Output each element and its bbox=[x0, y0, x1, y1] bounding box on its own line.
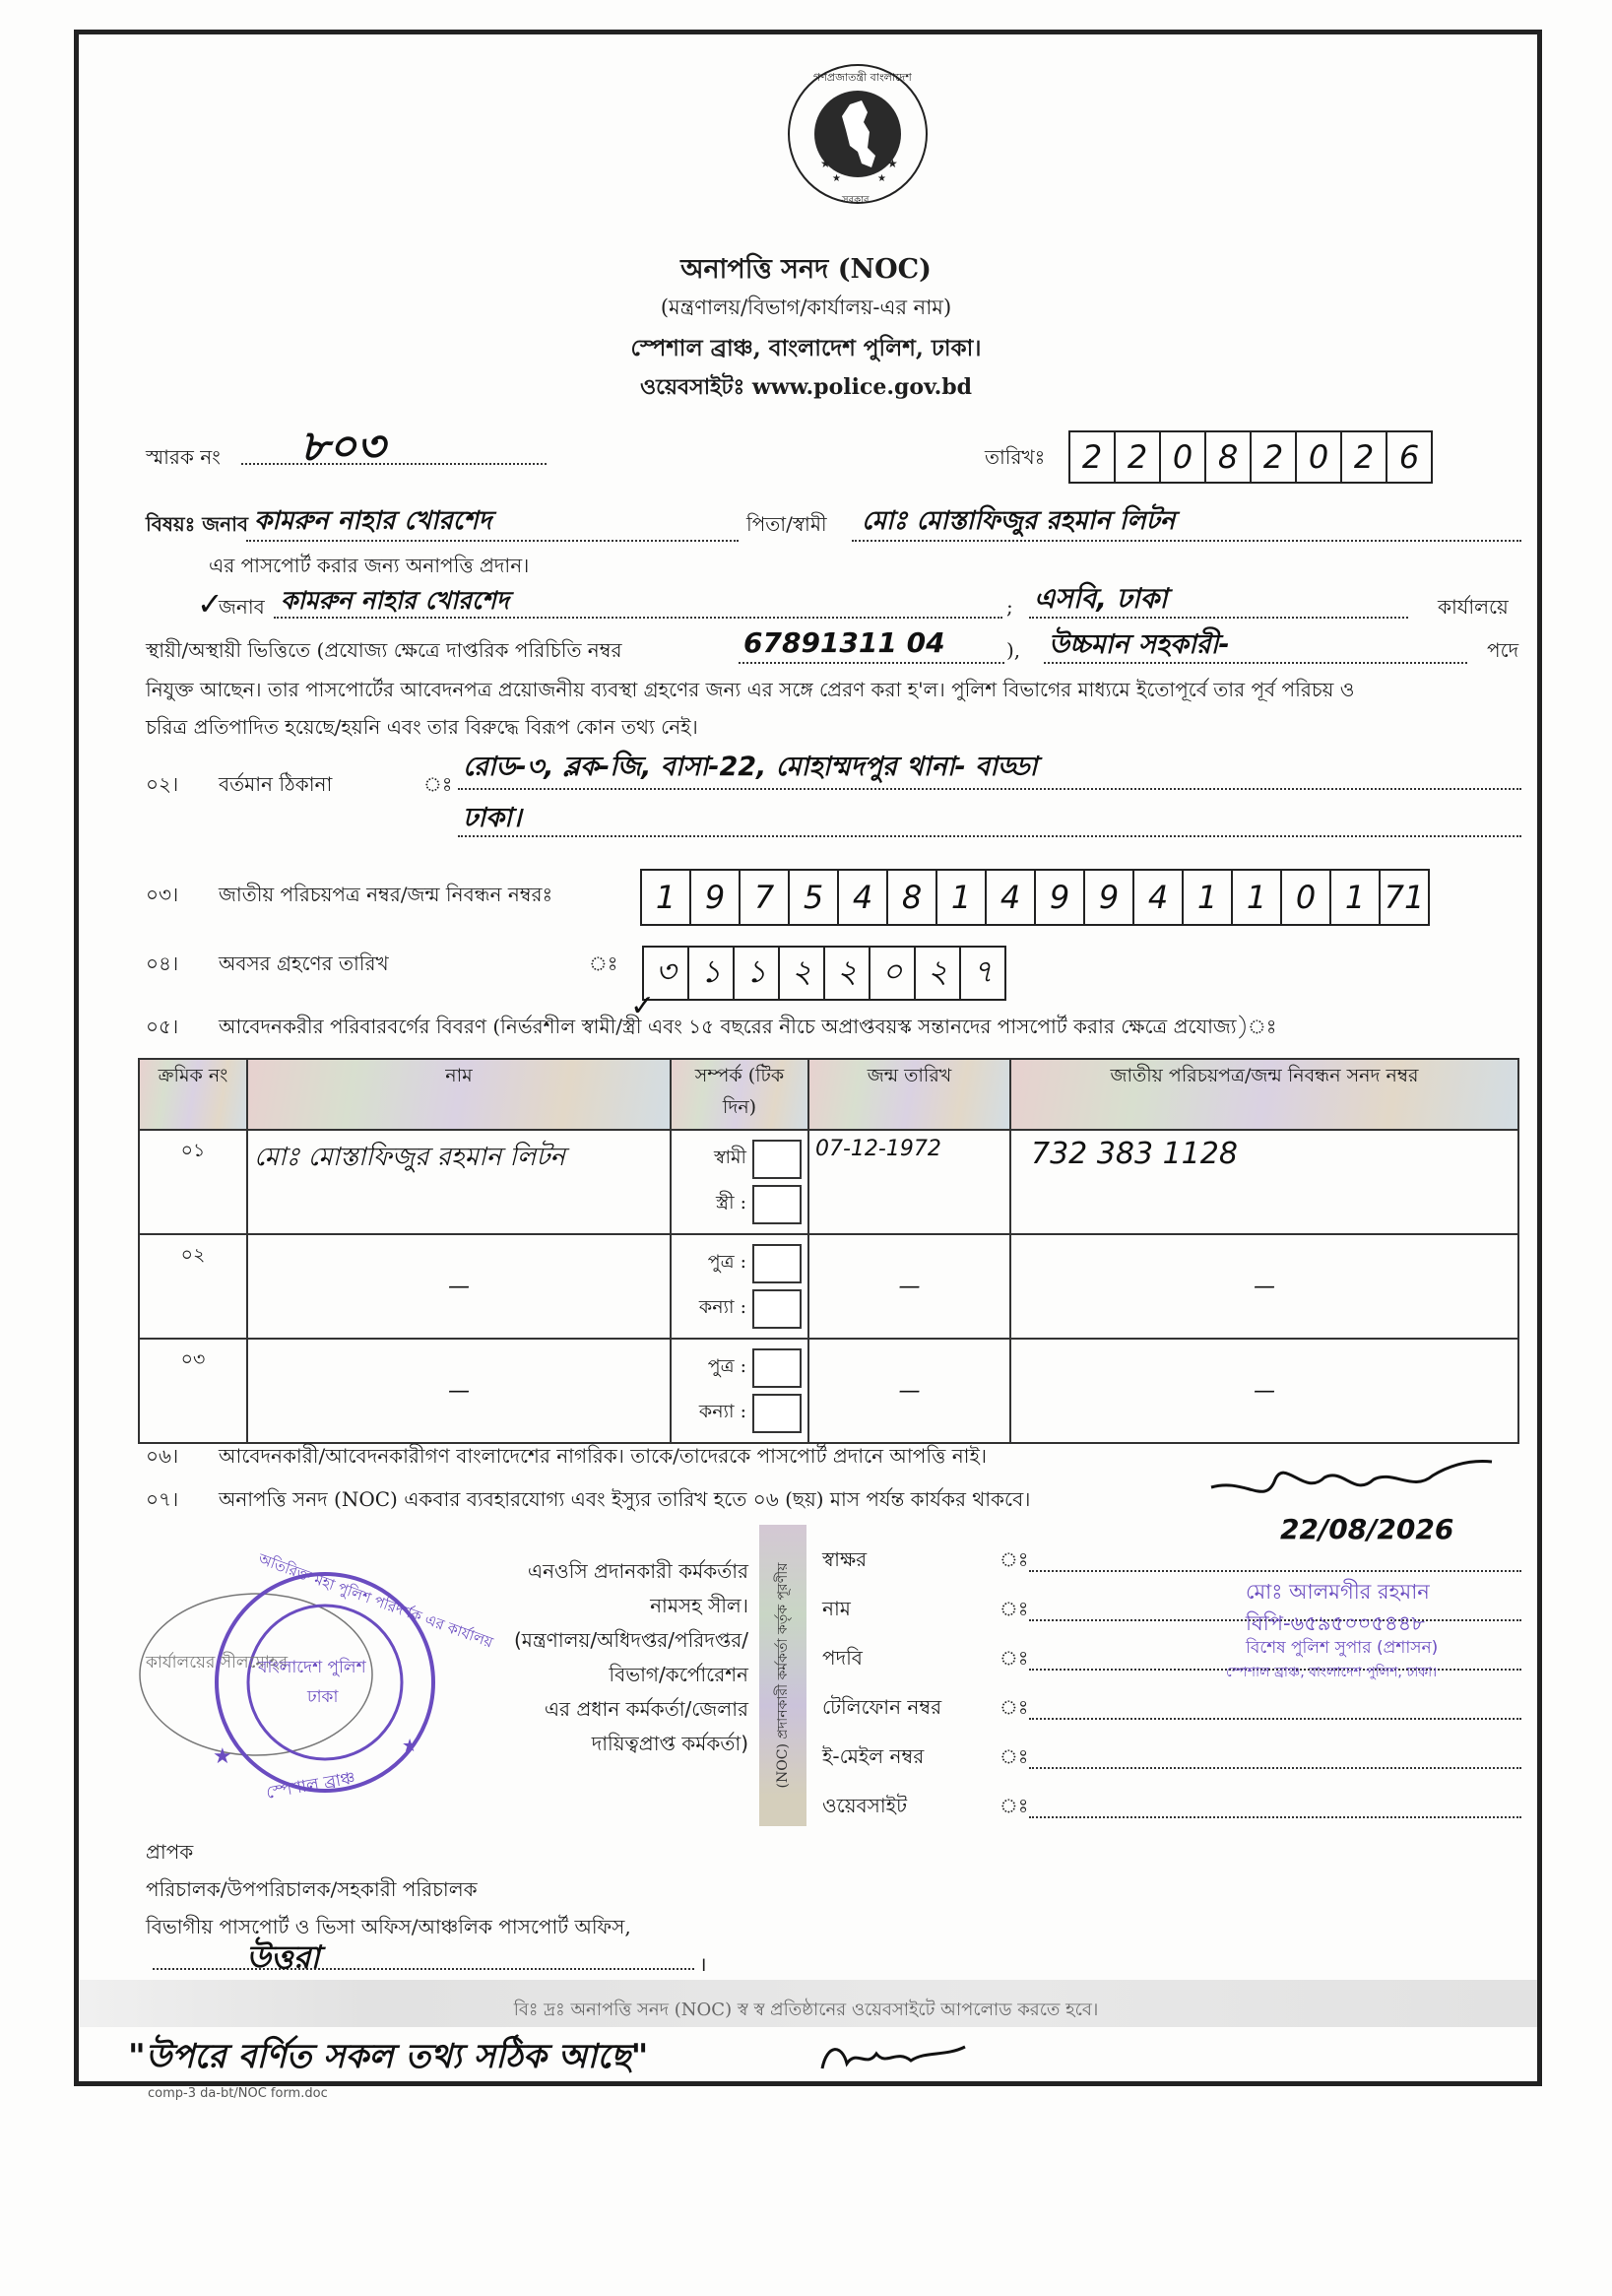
nid-boxes bbox=[640, 869, 1430, 926]
signature-icon bbox=[1206, 1458, 1502, 1517]
digit-box: 4 bbox=[987, 871, 1036, 924]
recipient-office: উত্তরা bbox=[246, 1938, 320, 1976]
digit-box: 1 bbox=[1331, 871, 1381, 924]
officer-desc-line: নামসহ সীল। bbox=[650, 1594, 748, 1617]
colon: ঃ bbox=[999, 1794, 1029, 1817]
officer-field-line bbox=[1029, 1815, 1521, 1818]
svg-text:★: ★ bbox=[877, 173, 886, 184]
officer-desc-line: (মন্ত্রণালয়/অধিদপ্তর/পরিদপ্তর/ bbox=[513, 1628, 748, 1652]
page-subtitle: (মন্ত্রণালয়/বিভাগ/কার্যালয়-এর নাম) bbox=[660, 295, 952, 319]
digit-box: 9 bbox=[1036, 871, 1085, 924]
digit-box: 4 bbox=[839, 871, 888, 924]
officer-field-label: টেলিফোন নম্বর bbox=[822, 1695, 942, 1719]
cell-nid: — bbox=[1010, 1339, 1518, 1443]
file-reference: comp-3 da-bt/NOC form.doc bbox=[148, 2086, 328, 2101]
recipient-line-1: পরিচালক/উপপরিচালক/সহকারী পরিচালক bbox=[146, 1877, 478, 1901]
officer-field-line bbox=[1029, 1569, 1521, 1572]
clause-06-text: আবেদনকারী/আবেদনকারীগণ বাংলাদেশের নাগরিক। তাকে/তাদেরকে পাসপোর্ট প্রদানে আপত্তি নাই। bbox=[219, 1444, 988, 1468]
website-label: ওয়েবসাইটঃ bbox=[639, 374, 745, 400]
colon: ঃ bbox=[999, 1597, 1029, 1620]
cell-relation bbox=[671, 1339, 808, 1443]
relation-option-label: পুত্র : bbox=[707, 1355, 746, 1377]
relation-checkbox[interactable] bbox=[752, 1185, 802, 1224]
col-relation: সম্পর্ক (টিক দিন) bbox=[671, 1059, 808, 1130]
emblem-text-bottom: সরকার bbox=[842, 195, 870, 206]
recipient-office-line bbox=[153, 1968, 694, 1970]
relation-option-label: কন্যা : bbox=[698, 1296, 746, 1318]
digit-box: ১ bbox=[735, 948, 780, 999]
officer-field-line bbox=[1029, 1766, 1521, 1769]
digit-box: 4 bbox=[1134, 871, 1184, 924]
relation-checkbox[interactable] bbox=[752, 1348, 802, 1388]
office-name: স্পেশাল ব্রাঞ্চ, বাংলাদেশ পুলিশ, ঢাকা। bbox=[630, 335, 982, 361]
janab-label: জনাব bbox=[219, 595, 265, 619]
digit-box: ২ bbox=[916, 948, 961, 999]
relation-option-label: স্বামী bbox=[713, 1147, 746, 1168]
colon: ঃ bbox=[999, 1547, 1029, 1571]
cell-relation bbox=[671, 1130, 808, 1234]
officer-field-row bbox=[822, 1775, 1521, 1824]
body-name: কামরুন নাহার খোরশেদ bbox=[281, 586, 509, 615]
digit-box: ২ bbox=[825, 948, 870, 999]
digit-box: 2 bbox=[1252, 432, 1297, 482]
svg-text:★: ★ bbox=[213, 1744, 232, 1769]
colon: ঃ bbox=[423, 772, 453, 796]
stamp-office: স্পেশাল ব্রাঞ্চ, বাংলাদেশ পুলিশ, ঢাকা। bbox=[1226, 1665, 1438, 1680]
colon: ঃ bbox=[999, 1744, 1029, 1768]
date-boxes bbox=[1068, 430, 1433, 484]
strip-text: (NOC) প্রদানকারী কর্মকর্তা কর্তৃক পূরণীয় bbox=[775, 1562, 791, 1789]
officer-field-row bbox=[822, 1726, 1521, 1775]
cell-name: মোঃ মোস্তাফিজুর রহমান লিটন bbox=[247, 1130, 671, 1234]
round-seal-outer: অতিরিক্ত মহা পুলিশ পরিদর্শক এর কার্যালয় bbox=[256, 1549, 496, 1652]
officer-field-label: পদবি bbox=[822, 1646, 863, 1670]
subject-line2: এর পাসপোর্ট করার জন্য অনাপত্তি প্রদান। bbox=[209, 554, 530, 577]
colon: ঃ bbox=[589, 951, 618, 975]
official-id-line bbox=[739, 662, 1004, 664]
stamp-designation: বিশেষ পুলিশ সুপার (প্রশাসন) bbox=[1246, 1638, 1439, 1658]
item-05-label: আবেদনকরীর পরিবারবর্গের বিবরণ (নির্ভরশীল স্বামী/স্ত্রী এবং ১৫ বছরের নীচে অপ্রাপ্তবয়স্ক সন্তানদের পাসপোর্ট করার ক্ষেত্রে প্রযোজ্য)ঃ bbox=[219, 1015, 1277, 1038]
cell-dob: 07-12-1972 bbox=[808, 1130, 1010, 1234]
cell-nid: — bbox=[1010, 1234, 1518, 1339]
signature-date: 22/08/2026 bbox=[1280, 1513, 1454, 1545]
checkmark-icon: ✓ bbox=[630, 989, 656, 1023]
col-dob: জন্ম তারিখ bbox=[808, 1059, 1010, 1130]
address-line-2 bbox=[458, 835, 1521, 837]
table-row bbox=[139, 1234, 1518, 1339]
svg-text:★: ★ bbox=[402, 1736, 419, 1756]
cell-relation bbox=[671, 1234, 808, 1339]
office-suffix: কার্যালয়ে bbox=[1438, 595, 1509, 619]
recipient-label: প্রাপক bbox=[146, 1840, 194, 1864]
col-name: নাম bbox=[247, 1059, 671, 1130]
officer-field-label: ওয়েবসাইট bbox=[822, 1794, 907, 1817]
table-row bbox=[139, 1339, 1518, 1443]
colon: ঃ bbox=[999, 1646, 1029, 1670]
officer-field-label: ই-মেইল নম্বর bbox=[822, 1744, 925, 1768]
footnote: বিঃ দ্রঃ অনাপত্তি সনদ (NOC) স্ব স্ব প্রতিষ্ঠানের ওয়েবসাইটে আপলোড করতে হবে। bbox=[513, 2000, 1099, 2020]
relation-option-label: স্ত্রী : bbox=[716, 1192, 746, 1214]
address-value-2: ঢাকা। bbox=[463, 803, 522, 833]
cell-name: — bbox=[247, 1234, 671, 1339]
item-05-number: ০৫। bbox=[146, 1015, 179, 1038]
round-seal-bottom: স্পেশাল ব্রাঞ্চ bbox=[264, 1768, 357, 1804]
website-line bbox=[0, 374, 1612, 400]
page-title: অনাপত্তি সনদ (NOC) bbox=[680, 254, 932, 285]
relation-option-label: কন্যা : bbox=[698, 1401, 746, 1422]
address-value-1: রোড-৩, ব্লক-জি, বাসা-22, মোহাম্মদপুর থানা- বাড্ডা bbox=[463, 752, 1038, 782]
svg-text:★: ★ bbox=[887, 157, 898, 170]
svg-text:★: ★ bbox=[832, 173, 841, 184]
round-seal-inner-2: ঢাকা bbox=[307, 1687, 339, 1707]
digit-box: 2 bbox=[1070, 432, 1116, 482]
digit-box: 0 bbox=[1282, 871, 1331, 924]
stamp-name: মোঃ আলমগীর রহমান bbox=[1246, 1580, 1430, 1604]
stamp-bp: বিপি-৬৫৯৫০০৫৪৪৮ bbox=[1246, 1611, 1425, 1635]
cell-serial: ০১ bbox=[139, 1130, 247, 1234]
digit-box: ৭ bbox=[972, 952, 994, 990]
digit-box: ০ bbox=[870, 948, 916, 999]
relation-checkbox[interactable] bbox=[752, 1244, 802, 1283]
basis-text: স্থায়ী/অস্থায়ী ভিত্তিতে (প্রযোজ্য ক্ষেত্রে দাপ্তরিক পরিচিতি নম্বর bbox=[146, 638, 622, 662]
table-row bbox=[139, 1130, 1518, 1234]
officer-desc-line: এনওসি প্রদানকারী কর্মকর্তার bbox=[527, 1559, 748, 1583]
digit-box: 5 bbox=[790, 871, 839, 924]
digit-box: 1 bbox=[642, 871, 691, 924]
clause-07-text: অনাপত্তি সনদ (NOC) একবার ব্যবহারযোগ্য এবং ইস্যুর তারিখ হতে ০৬ (ছয়) মাস পর্যন্ত কার্যকর থাকবে। bbox=[219, 1487, 1031, 1511]
officer-desc-line: বিভাগ/কর্পোরেশন bbox=[609, 1663, 748, 1686]
cell-dob: — bbox=[808, 1234, 1010, 1339]
officer-strip bbox=[759, 1525, 806, 1826]
digit-box: 6 bbox=[1398, 438, 1420, 476]
digit-box: 0 bbox=[1161, 432, 1206, 482]
col-nid: জাতীয় পরিচয়পত্র/জন্ম নিবন্ধন সনদ নম্বর bbox=[1010, 1059, 1518, 1130]
designation-suffix: পদে bbox=[1487, 638, 1519, 662]
relation-checkbox[interactable] bbox=[752, 1394, 802, 1433]
paren-close: ), bbox=[1006, 638, 1021, 662]
digit-box: 2 bbox=[1116, 432, 1161, 482]
designation: উচ্চমান সহকারী- bbox=[1049, 629, 1230, 660]
date-label: তারিখঃ bbox=[985, 445, 1046, 469]
recipient-end: । bbox=[699, 1952, 707, 1976]
digit-box: ৩ bbox=[644, 948, 689, 999]
memo-label: স্মারক নং bbox=[146, 445, 221, 469]
official-id: 67891311 04 bbox=[743, 626, 945, 659]
digit-box: ২ bbox=[780, 948, 825, 999]
digit-box: 0 bbox=[1297, 432, 1342, 482]
item-02-label: বর্তমান ঠিকানা bbox=[219, 772, 333, 796]
digit-box: 7 bbox=[741, 871, 790, 924]
item-04-label: অবসর গ্রহণের তারিখ bbox=[219, 951, 389, 975]
item-02-number: ০২। bbox=[146, 772, 179, 796]
family-table bbox=[138, 1058, 1519, 1444]
memo-number: ৮০৩ bbox=[300, 422, 385, 472]
relation-label: পিতা/স্বামী bbox=[746, 512, 827, 536]
body-paragraph: নিযুক্ত আছেন। তার পাসপোর্টের আবেদনপত্র প্রয়োজনীয় ব্যবস্থা গ্রহণের জন্য এর সঙ্গে প্রেরণ করা হ'ল। পুলিশ বিভাগের মাধ্যমে ইতোপূর্বে তার পূর্ব পরিচয় ও bbox=[146, 678, 1355, 701]
col-serial: ক্রমিক নং bbox=[139, 1059, 247, 1130]
semicolon: ; bbox=[1006, 595, 1013, 619]
officer-description bbox=[433, 1554, 748, 1761]
office-seal-label: কার্যালয়ের সীলমোহর bbox=[146, 1653, 289, 1673]
item-04-number: ০৪। bbox=[146, 951, 179, 975]
relation-checkbox[interactable] bbox=[752, 1289, 802, 1329]
relation-name: মোঃ মোস্তাফিজুর রহমান লিটন bbox=[862, 506, 1176, 536]
table-header-row bbox=[139, 1059, 1518, 1130]
digit-box: 1 bbox=[1184, 871, 1233, 924]
digit-box: 71 bbox=[1384, 879, 1425, 916]
retirement-date-boxes bbox=[642, 946, 1006, 1001]
relation-option-label: পুত্র : bbox=[707, 1251, 746, 1273]
officer-field-label: নাম bbox=[822, 1597, 851, 1620]
round-seal-inner-1: বাংলাদেশ পুলিশ bbox=[258, 1658, 366, 1677]
digit-box: 1 bbox=[1233, 871, 1282, 924]
officer-field-row bbox=[822, 1529, 1521, 1578]
item-03-label: জাতীয় পরিচয়পত্র নম্বর/জন্ম নিবন্ধন নম্বরঃ bbox=[219, 883, 553, 906]
subject-name: কামরুন নাহার খোরশেদ bbox=[254, 506, 492, 536]
body-paragraph-2: চরিত্র প্রতিপাদিত হয়েছে/হয়নি এবং তার বিরুদ্ধে বিরূপ কোন তথ্য নেই। bbox=[146, 715, 698, 739]
item-03-number: ০৩। bbox=[146, 883, 179, 906]
digit-box: 8 bbox=[1206, 432, 1252, 482]
clause-06-number: ০৬। bbox=[146, 1444, 179, 1468]
website-link[interactable]: www.police.gov.bd bbox=[751, 374, 973, 400]
checkmark-icon: ✓ bbox=[197, 585, 224, 623]
digit-box: 9 bbox=[1085, 871, 1134, 924]
attestation-signature-icon bbox=[817, 2039, 975, 2078]
cell-nid: 732 383 1128 bbox=[1010, 1130, 1518, 1234]
cell-dob: — bbox=[808, 1339, 1010, 1443]
svg-text:★: ★ bbox=[820, 157, 831, 170]
memo-dotted-line bbox=[241, 463, 547, 465]
digit-box: 8 bbox=[888, 871, 937, 924]
digit-box: 1 bbox=[937, 871, 987, 924]
cell-name: — bbox=[247, 1339, 671, 1443]
body-office: এসবি, ঢাকা bbox=[1034, 582, 1168, 615]
cell-serial: ০৩ bbox=[139, 1339, 247, 1443]
digit-box: 2 bbox=[1342, 432, 1387, 482]
officer-field-line bbox=[1029, 1717, 1521, 1720]
cell-serial: ০২ bbox=[139, 1234, 247, 1339]
relation-checkbox[interactable] bbox=[752, 1140, 802, 1179]
digit-box: ১ bbox=[689, 948, 735, 999]
officer-desc-line: দায়িত্বপ্রাপ্ত কর্মকর্তা) bbox=[591, 1732, 748, 1755]
clause-07-number: ০৭। bbox=[146, 1487, 179, 1511]
emblem-text-top: গণপ্রজাতন্ত্রী বাংলাদেশ bbox=[813, 71, 912, 84]
officer-field-label: স্বাক্ষর bbox=[822, 1547, 868, 1571]
officer-desc-line: এর প্রধান কর্মকর্তা/জেলার bbox=[544, 1697, 748, 1721]
recipient-line-2: বিভাগীয় পাসপোর্ট ও ভিসা অফিস/আঞ্চলিক পাসপোর্ট অফিস, bbox=[146, 1915, 631, 1938]
handwritten-attestation: "উপরে বর্ণিত সকল তথ্য সঠিক আছে" bbox=[128, 2037, 649, 2076]
subject-label: বিষয়ঃ জনাব bbox=[146, 512, 249, 536]
colon: ঃ bbox=[999, 1695, 1029, 1719]
digit-box: 9 bbox=[691, 871, 741, 924]
